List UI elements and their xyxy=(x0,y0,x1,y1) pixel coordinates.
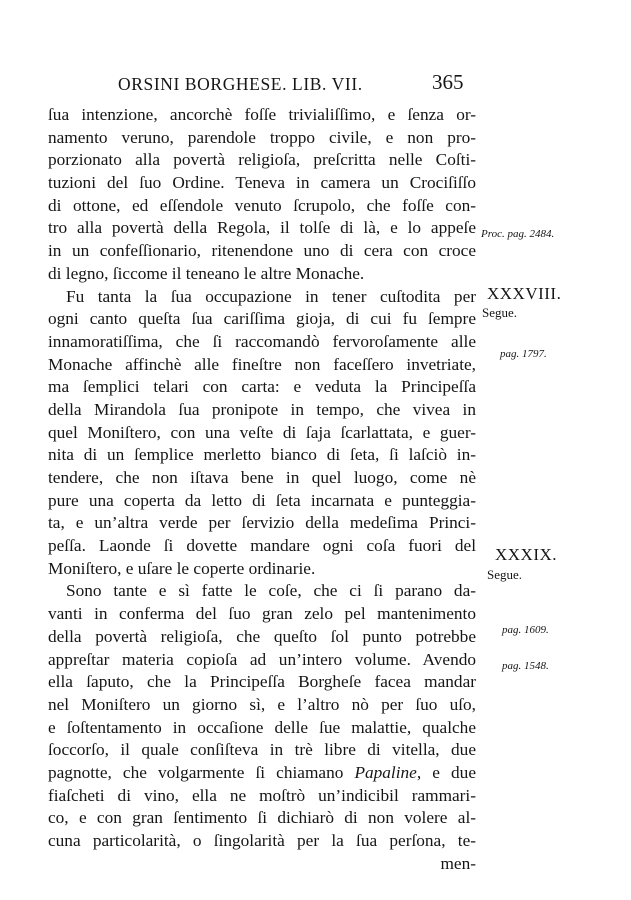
text-line: men- xyxy=(440,853,476,873)
text-line: co, e con gran ſentimento ſi dichiarò di non volere al- xyxy=(48,808,476,828)
text-line: peſſa. Laonde ſi dovette mandare ogni coſa fuori del xyxy=(48,536,476,556)
running-head: ORSINI BORGHESE. LIB. VII. xyxy=(118,74,363,94)
text-line: innamoratiſſima, che ſi raccomandò fervoroſamente alle xyxy=(48,331,476,351)
text-line: di ottone, ed eſſendole venuto ſcrupolo, che foſſe con- xyxy=(48,195,476,215)
text-line: ma ſemplici telari con carta: e veduta la Principeſſa xyxy=(48,377,476,397)
margin-note-pag: pag. 1548. xyxy=(502,660,549,672)
text-line: in un confeſſionario, ritenendone uno di cera con croce xyxy=(48,241,476,261)
text-line: vanti in conferma del ſuo gran zelo pel mantenimento xyxy=(48,604,476,624)
text-line: appreſtar materia copioſa ad un’intero volume. Avendo xyxy=(48,649,476,669)
text-line: porzionato alla povertà religioſa, preſcritta nelle Coſti- xyxy=(48,150,476,170)
text-line: quel Moniſtero, con una veſte di ſaja ſcarlattata, e guer- xyxy=(48,422,476,442)
text-line: tendere, che non iſtava bene in quel luogo, come nè xyxy=(48,468,476,487)
italic-word: Papaline xyxy=(354,762,417,782)
text-line: fiaſcheti di vino, ella ne moſtrò un’indicibil rammari- xyxy=(48,785,476,805)
text-line: cuna particolarità, o ſingolarità per la ſua perſona, te- xyxy=(48,831,476,850)
text-line: ſua intenzione, ancorchè foſſe trivialiſſimo, e ſenza or- xyxy=(48,105,476,124)
margin-note-segue: Segue. xyxy=(487,567,523,582)
text-line: nel Moniſtero un giorno sì, e l’altro nò per ſuo uſo, xyxy=(48,694,476,714)
text-line: ſoccorſo, il quale conſiſteva in trè libre di vitella, due xyxy=(48,740,476,760)
text-line: e ſoſtentamento in occaſione delle ſue malattie, qualche xyxy=(48,717,476,737)
text-line: tuzioni del ſuo Ordine. Teneva in camera un Crociſiſſo xyxy=(48,173,476,193)
text-line: ogni canto queſta ſua cariſſima gioja, di cui fu ſempre xyxy=(48,309,476,329)
text-line: pure una coperta da letto di ſeta incarnata e punteggia- xyxy=(48,490,476,510)
text-line: tro alla povertà della Regola, il tolſe di là, e lo appeſe xyxy=(48,218,476,238)
text-line: della Mirandola ſua pronipote in tempo, che vivea in xyxy=(48,399,476,419)
text-line: della povertà religioſa, che queſto ſol punto potrebbe xyxy=(48,626,476,646)
text-line: nita di un ſemplice merletto bianco di ſeta, ſi laſciò in- xyxy=(48,445,476,465)
text-line: Moniſtero, e uſare le coperte ordinarie. xyxy=(48,558,316,578)
margin-note-pag: pag. 1609. xyxy=(502,624,549,636)
section-number-xxxviii: XXXVIII. xyxy=(487,284,562,303)
text-line: Sono tante e sì fatte le coſe, che ci ſi parano da- xyxy=(66,581,476,601)
text-line: pagnotte, che volgarmente ſi chiamano Papaline, e due xyxy=(48,762,476,782)
text-line: ta, e un’altra verde per ſervizio della medeſima Princi- xyxy=(48,513,476,533)
body-text xyxy=(48,104,476,875)
text-line: Monache affinchè alle fineſtre non faceſſero invetriate, xyxy=(48,354,476,374)
text-line: Fu tanta la ſua occupazione in tener cuſtodita per xyxy=(66,286,476,306)
page-number: 365 xyxy=(432,70,464,94)
text-line: di legno, ſiccome il teneano le altre Monache. xyxy=(48,263,365,283)
margin-note-segue: Segue. xyxy=(482,305,518,320)
section-number-xxxix: XXXIX. xyxy=(495,545,558,564)
text-line: namento veruno, parendole troppo civile, e non pro- xyxy=(48,127,476,147)
text-line: ella ſaputo, che la Principeſſa Borgheſe facea mandar xyxy=(48,672,476,692)
margin-note-proc-pag: Proc. pag. 2484. xyxy=(481,228,555,240)
margin-note-pag: pag. 1797. xyxy=(500,348,547,360)
